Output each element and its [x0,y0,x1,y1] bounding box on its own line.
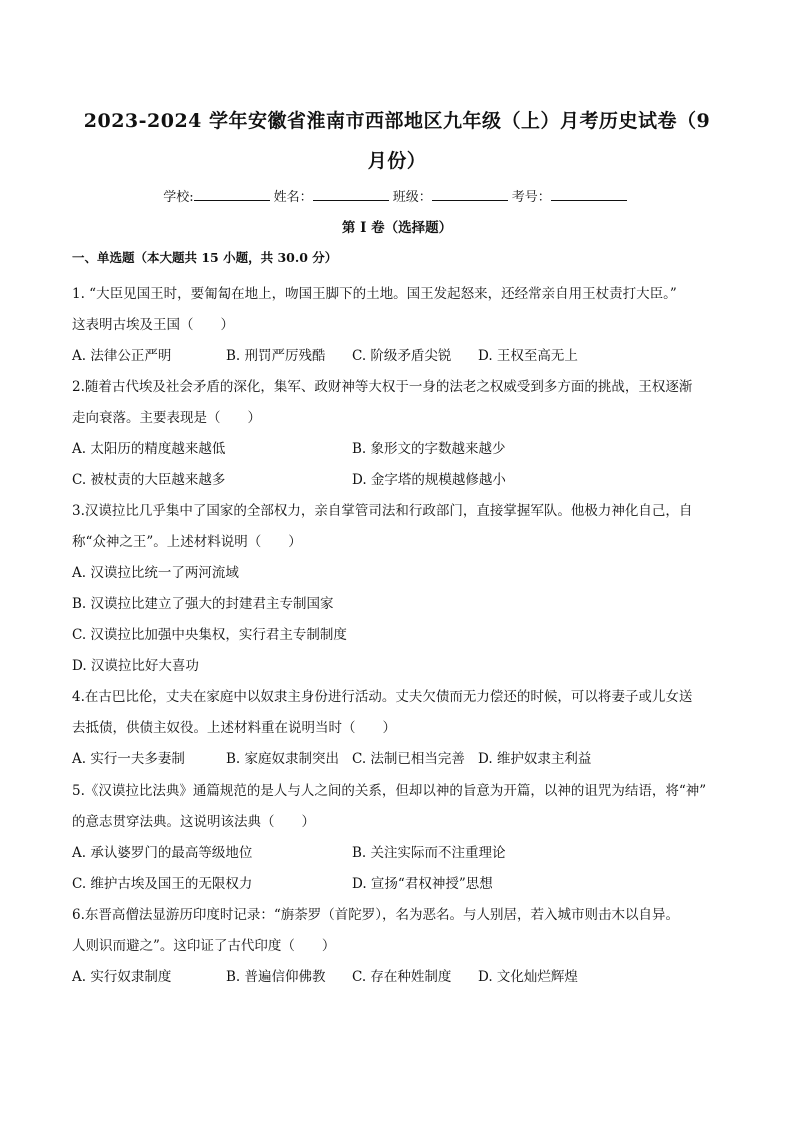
school-blank [194,188,270,201]
question-4-option-b: B. 家庭奴隶制突出 [226,751,340,767]
question-2-stem-line1: 2.随着古代埃及社会矛盾的深化，集军、政财神等大权于一身的法老之权威受到多方面的挑战，王权逐渐 [72,379,693,395]
question-6-option-c: C. 存在种姓制度 [352,969,452,985]
question-3-stem-line2: 称“众神之王”。上述材料说明（ ） [72,534,302,550]
question-3-option-a: A. 汉谟拉比统一了两河流域 [72,565,239,581]
question-5-option-b: B. 关注实际而不注重理论 [352,845,506,861]
exam-no-label: 考号： [511,190,551,205]
question-2-option-d: D. 金字塔的规模越修越小 [352,472,506,488]
question-3-option-b: B. 汉谟拉比建立了强大的封建君主专制国家 [72,596,334,612]
exam-title-line1: 2023-2024 学年安徽省淮南市西部地区九年级（上）月考历史试卷（9 [83,110,711,132]
question-4-stem-line1: 4.在古巴比伦，丈夫在家庭中以奴隶主身份进行活动。丈夫欠债而无力偿还的时候，可以将妻子或儿女送 [72,689,693,705]
question-6-stem-line1: 6.东晋高僧法显游历印度时记录：“旃荼罗（首陀罗），名为恶名。与人别居，若入城市则击木以自异。 [72,907,680,923]
question-4-stem-line2: 去抵债，供债主奴役。上述材料重在说明当时（ ） [72,720,396,736]
question-1-option-b: B. 刑罚严厉残酷 [226,348,326,364]
exam-no-blank [551,188,627,201]
question-6-option-a: A. 实行奴隶制度 [72,969,172,985]
question-1-option-d: D. 王权至高无上 [478,348,578,364]
question-5-option-d: D. 宣扬“君权神授”思想 [352,876,493,892]
name-blank [313,188,389,201]
question-2-option-c: C. 被杖责的大臣越来越多 [72,472,226,488]
question-3-stem-line1: 3.汉谟拉比几乎集中了国家的全部权力，亲自掌管司法和行政部门，直接掌握军队。他极力神化自己，自 [72,503,693,519]
question-2-option-a: A. 太阳历的精度越来越低 [72,441,226,457]
part-title: 一、单选题（本大题共 15 小题，共 30.0 分） [72,250,338,265]
question-1-option-c: C. 阶级矛盾尖锐 [352,348,452,364]
question-1-option-a: A. 法律公正严明 [72,348,172,364]
class-blank [432,188,508,201]
question-4-option-c: C. 法制已相当完善 [352,751,465,767]
question-4-option-a: A. 实行一夫多妻制 [72,751,185,767]
question-2-option-b: B. 象形文的字数越来越少 [352,441,506,457]
question-5-option-a: A. 承认婆罗门的最高等级地位 [72,845,253,861]
question-3-option-d: D. 汉谟拉比好大喜功 [72,658,199,674]
question-6-option-b: B. 普遍信仰佛教 [226,969,326,985]
question-6-stem-line2: 人则识而避之”。这印证了古代印度（ ） [72,938,336,954]
name-label: 姓名： [273,190,313,205]
student-info-row [0,186,794,205]
question-4-option-d: D. 维护奴隶主利益 [478,751,592,767]
question-5-stem-line2: 的意志贯穿法典。这说明该法典（ ） [72,814,315,830]
question-6-option-d: D. 文化灿烂辉煌 [478,969,578,985]
question-3-option-c: C. 汉谟拉比加强中央集权，实行君主专制制度 [72,627,347,643]
question-5-option-c: C. 维护古埃及国王的无限权力 [72,876,253,892]
class-label: 班级： [392,190,432,205]
section-title: 第 I 卷（选择题） [341,220,453,236]
question-2-stem-line2: 走向衰落。主要表现是（ ） [72,410,261,426]
school-label: 学校: [163,190,194,205]
question-1-stem-line2: 这表明古埃及王国（ ） [72,317,234,333]
question-5-stem-line1: 5.《汉谟拉比法典》通篇规范的是人与人之间的关系，但却以神的旨意为开篇，以神的诅咒为结语，将“神” [72,783,707,799]
exam-title-line2: 月份） [367,150,427,172]
question-1-stem-line1: 1. “大臣见国王时，要匍匐在地上，吻国王脚下的土地。国王发起怒来，还经常亲自用王杖责打大臣。” [72,286,677,302]
